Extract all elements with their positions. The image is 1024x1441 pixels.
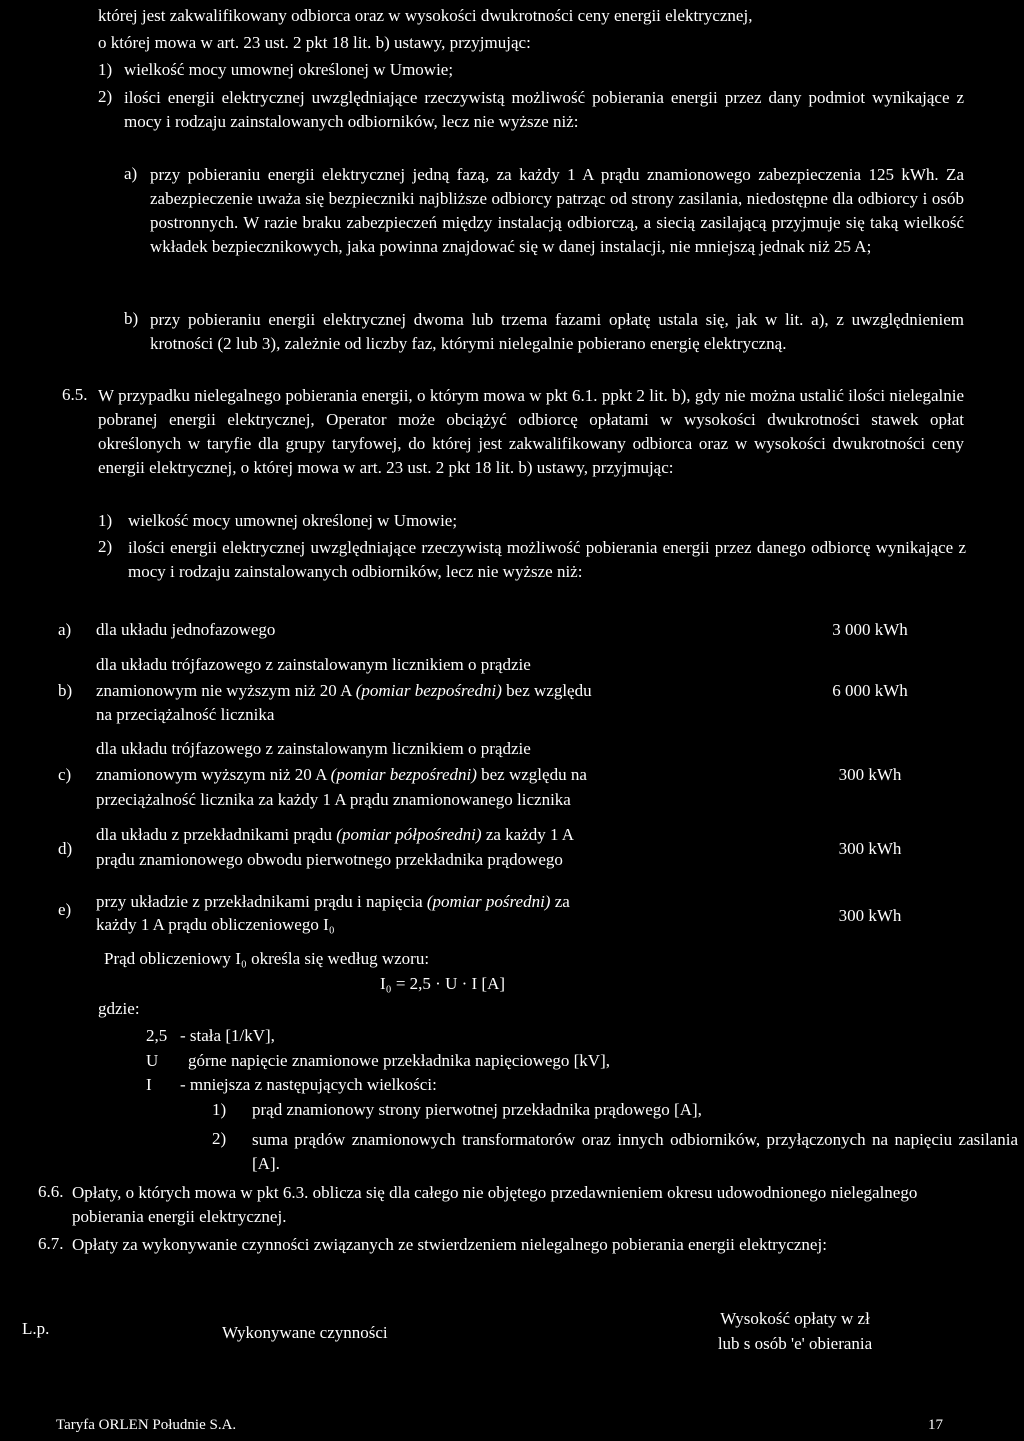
intro-item-2-number: 2) <box>98 87 113 106</box>
intro-item-1-number: 1) <box>98 60 113 79</box>
row-description-line-1: dla układu trójfazowego z zainstalowanym licznikiem o prądzie <box>96 739 531 758</box>
section-6-5-number: 6.5. <box>62 385 88 404</box>
intro-item-1-text: wielkość mocy umownej określonej w Umowie; <box>124 60 454 79</box>
variable-symbol: U <box>146 1051 159 1070</box>
column-header-activity: Wykonywane czynności <box>222 1323 388 1342</box>
row-value: 300 kWh <box>838 765 902 784</box>
row-description-line-2: znamionowym nie wyższym niż 20 A (pomiar bezpośredni) bez względu <box>96 681 592 700</box>
row-letter: e) <box>58 900 72 919</box>
row-value: 6 000 kWh <box>832 681 908 700</box>
page-number: 17 <box>928 1417 943 1433</box>
row-description-line-3: przeciążalność licznika za każdy 1 A prądu znamionowanego licznika <box>96 790 571 809</box>
intro-line-1: której jest zakwalifikowany odbiorca oraz w wysokości dwukrotności ceny energii elektrycznej, <box>98 6 753 25</box>
section-6-5-text: W przypadku nielegalnego pobierania energii, o którym mowa w pkt 6.1. ppkt 2 lit. b), gdy nie można ustalić ilości nielegalnie pobranej energii elektrycznej, Operator może obciążyć odbiorcę opłatami w wysokości dwukrotności stawek opłat określonych w taryfie dla grupy taryfowej, do której jest zakwalifikowany odbiorca oraz w wysokości dwukrotności ceny energii elektrycznej, o której mowa w art. 23 ust. 2 pkt 18 lit. b) ustawy, przyjmując: <box>98 386 964 477</box>
section-6-5-item-1-text: wielkość mocy umownej określonej w Umowie; <box>128 511 458 530</box>
intro-a-number: a) <box>124 164 138 183</box>
section-6-6-text: Opłaty, o których mowa w pkt 6.3. oblicza się dla całego nie objętego przedawnieniem okresu udowodnionego nielegalnego pobierania energii elektrycznej. <box>72 1183 918 1226</box>
row-letter: c) <box>58 765 72 784</box>
section-6-6-number: 6.6. <box>38 1182 64 1201</box>
section-6-7-text: Opłaty za wykonywanie czynności związanych ze stwierdzeniem nielegalnego pobierania energii elektrycznej: <box>72 1235 827 1254</box>
row-description-line-1: dla układu trójfazowego z zainstalowanym licznikiem o prądzie <box>96 655 531 674</box>
subitem-number: 2) <box>212 1129 227 1148</box>
section-6-7-number: 6.7. <box>38 1234 64 1253</box>
intro-line-2: o której mowa w art. 23 ust. 2 pkt 18 lit. b) ustawy, przyjmując: <box>98 33 531 52</box>
row-letter: a) <box>58 620 72 639</box>
column-header-fee-line-2: lub s osób 'e' obierania <box>717 1334 873 1353</box>
intro-b-text: przy pobieraniu energii elektrycznej dwoma lub trzema fazami opłatę ustala się, jak w lit. a), z uwzględnieniem krotności (2 lub 3), zależnie od liczby faz, którymi nielegalnie pobierano energię elektryczną. <box>150 310 964 353</box>
row-description-line-1: dla układu z przekładnikami prądu (pomiar półpośredni) za każdy 1 A <box>96 825 575 844</box>
formula-equation: I₀ = 2,5 · U · I [A] <box>380 974 506 993</box>
variable-symbol: I <box>146 1075 152 1094</box>
intro-a-text: przy pobieraniu energii elektrycznej jedną fazą, za każdy 1 A prądu znamionowego zabezpieczenia 125 kWh. Za zabezpieczenie uważa się bezpieczniki najbliższe odbiorcy patrząc od strony zasilania, niedostępne dla odbiorcy i osób postronnych. W razie braku zabezpieczeń między instalacją odbiorczą, a siecią zasilającą przyjmuje się taką wielkość wkładek bezpiecznikowych, jaka powinna znajdować się w danej instalacji, nie mniejszą jednak niż 25 A; <box>150 165 964 256</box>
variable-symbol: 2,5 <box>146 1026 168 1045</box>
variable-definition: - mniejsza z następujących wielkości: <box>180 1075 437 1094</box>
subitem-text: suma prądów znamionowych transformatorów oraz innych odbiorników, przyłączonych na napięciu zasilania [A]. <box>252 1130 1018 1173</box>
row-description-line-1: przy układzie z przekładnikami prądu i napięcia (pomiar pośredni) za <box>96 892 570 911</box>
row-value: 300 kWh <box>838 906 902 925</box>
row-description-line-2: znamionowym wyższym niż 20 A (pomiar bezpośredni) bez względu na <box>96 765 587 784</box>
column-header-number: L.p. <box>22 1319 50 1338</box>
row-letter: d) <box>58 839 73 858</box>
row-letter: b) <box>58 681 73 700</box>
row-value: 3 000 kWh <box>832 620 908 639</box>
intro-b-number: b) <box>124 309 139 328</box>
section-6-5-item-1-number: 1) <box>98 511 113 530</box>
subitem-number: 1) <box>212 1100 227 1119</box>
subitem-text: prąd znamionowy strony pierwotnej przekładnika prądowego [A], <box>252 1100 702 1119</box>
column-header-fee-line-1: Wysokość opłaty w zł <box>720 1309 870 1328</box>
row-description-line-3: na przeciążalność licznika <box>96 705 275 724</box>
formula-intro: Prąd obliczeniowy I₀ określa się według wzoru: <box>104 949 430 968</box>
variable-definition: - stała [1/kV], <box>180 1026 275 1045</box>
row-description-line-2: każdy 1 A prądu obliczeniowego I₀ <box>96 915 335 934</box>
footer-tariff-name: Taryfa ORLEN Południe S.A. <box>56 1417 237 1433</box>
formula-where: gdzie: <box>98 999 140 1018</box>
section-6-5-item-2-text: ilości energii elektrycznej uwzględniające rzeczywistą możliwość pobierania energii przez danego odbiorcę wynikające z mocy i rodzaju zainstalowanych odbiorników, lecz nie wyższe niż: <box>128 538 966 581</box>
row-description-line-2: prądu znamionowego obwodu pierwotnego przekładnika prądowego <box>96 850 563 869</box>
variable-definition: górne napięcie znamionowe przekładnika napięciowego [kV], <box>188 1051 610 1070</box>
row-description: dla układu jednofazowego <box>96 620 276 639</box>
section-6-5-item-2-number: 2) <box>98 537 113 556</box>
row-value: 300 kWh <box>838 839 902 858</box>
intro-item-2-text: ilości energii elektrycznej uwzględniające rzeczywistą możliwość pobierania energii przez dany podmiot wynikające z mocy i rodzaju zainstalowanych odbiorników, lecz nie wyższe niż: <box>124 88 964 131</box>
